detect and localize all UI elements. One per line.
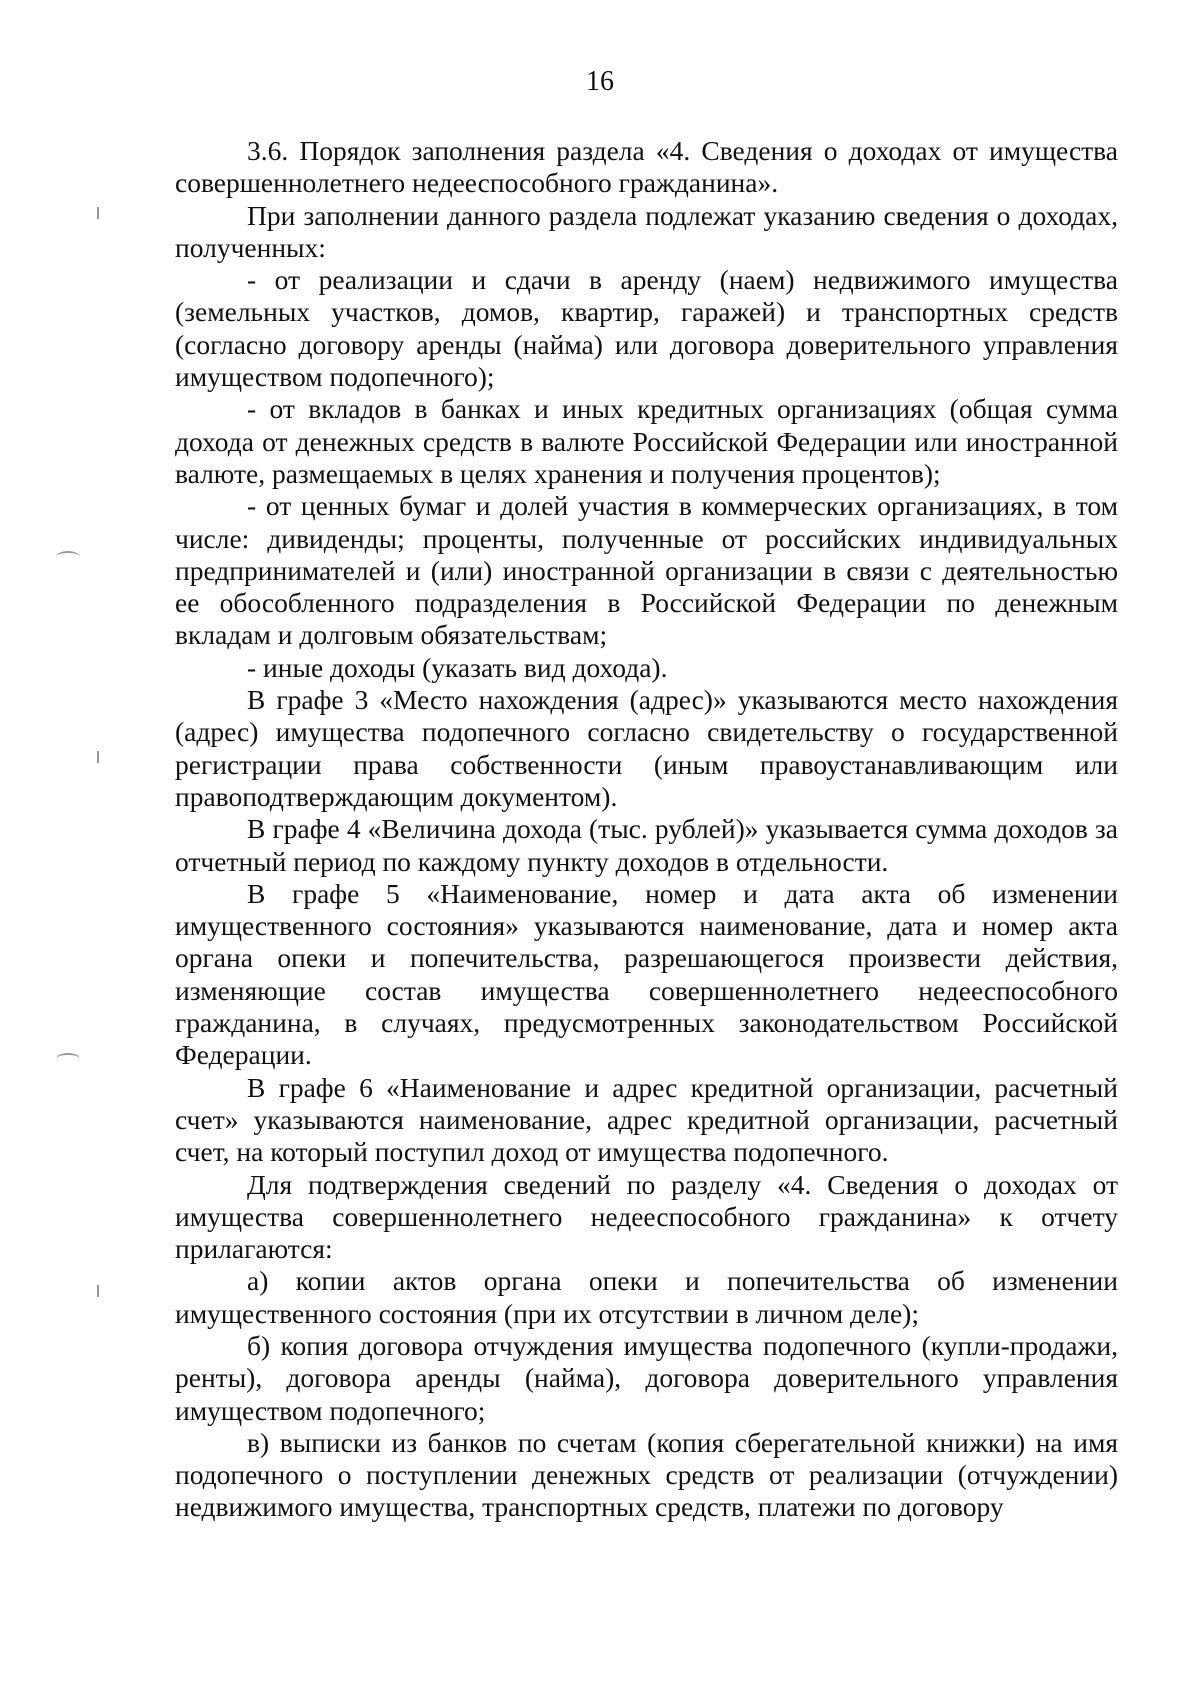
page-number: 16	[586, 66, 614, 97]
paragraph: Для подтверждения сведений по разделу «4. Сведения о доходах от имущества совершеннолетнего недееспособного гражданина» к отчету прилагаются:	[175, 1168, 1118, 1265]
paragraph: В графе 5 «Наименование, номер и дата акта об изменении имущественного состояния» указываются наименование, дата и номер акта органа опеки и попечительства, разрешающегося произвести действия, изменяющие состав имущества совершеннолетнего недееспособного гражданина, в случаях, предусмотренных законодательством Российской Федерации.	[175, 877, 1118, 1071]
paragraph: В графе 6 «Наименование и адрес кредитной организации, расчетный счет» указываются наименование, адрес кредитной организации, расчетный счет, на который поступил доход от имущества подопечного.	[175, 1071, 1118, 1168]
section-heading: 3.6. Порядок заполнения раздела «4. Сведения о доходах от имущества совершеннолетнего недееспособного гражданина».	[175, 135, 1118, 199]
paragraph: При заполнении данного раздела подлежат указанию сведения о доходах, полученных:	[175, 199, 1118, 263]
list-item: - от вкладов в банках и иных кредитных организациях (общая сумма дохода от денежных средств в валюте Российской Федерации или иностранной валюте, размещаемых в целях хранения и получения процентов);	[175, 393, 1118, 489]
list-item: - от реализации и сдачи в аренду (наем) недвижимого имущества (земельных участков, домов, квартир, гаражей) и транспортных средств (согласно договору аренды (найма) или договора доверительного управления имуществом подопечного);	[175, 264, 1118, 393]
scan-margin-mark	[97, 751, 99, 763]
scan-margin-mark	[56, 551, 80, 563]
list-item: б) копия договора отчуждения имущества подопечного (купли-продажи, ренты), договора аренды (найма), договора доверительного управления имуществом подопечного;	[175, 1329, 1118, 1426]
document-body	[175, 135, 1118, 1524]
list-item: в) выписки из банков по счетам (копия сберегательной книжки) на имя подопечного о поступлении денежных средств от реализации (отчуждении) недвижимого имущества, транспортных средств, платежи по договору	[175, 1426, 1118, 1523]
paragraph: В графе 4 «Величина дохода (тыс. рублей)» указывается сумма доходов за отчетный период по каждому пункту доходов в отдельности.	[175, 813, 1118, 877]
list-item: а) копии актов органа опеки и попечительства об изменении имущественного состояния (при их отсутствии в личном деле);	[175, 1265, 1118, 1329]
list-item: - от ценных бумаг и долей участия в коммерческих организациях, в том числе: дивиденды; проценты, полученные от российских индивидуальных предпринимателей и (или) иностранной организации в связи с деятельностью ее обособленного подразделения в Российской Федерации по денежным вкладам и долговым обязательствам;	[175, 490, 1118, 651]
list-item: - иные доходы (указать вид дохода).	[247, 651, 668, 683]
scan-margin-mark	[97, 207, 99, 219]
scan-margin-mark	[97, 1285, 99, 1297]
paragraph: В графе 3 «Место нахождения (адрес)» указываются место нахождения (адрес) имущества подопечного согласно свидетельству о государственной регистрации права собственности (иным правоустанавливающим или правоподтверждающим документом).	[175, 684, 1118, 812]
scan-margin-mark	[56, 1053, 80, 1065]
